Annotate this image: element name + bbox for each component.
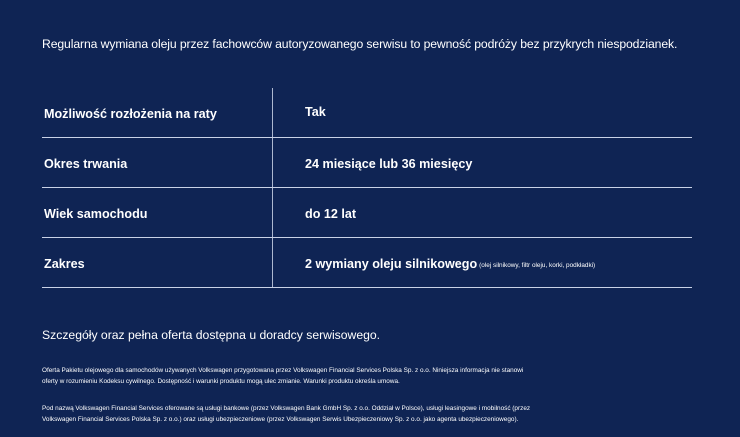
row-value-duration: 24 miesiące lub 36 miesięcy [305, 157, 473, 171]
row-label-car-age: Wiek samochodu [44, 207, 148, 221]
row-value-scope [305, 257, 595, 271]
fine-print-line: Volkswagen Financial Services Polska Sp. z o.o.) oraz usługi ubezpieczeniowe (przez Volkswagen Serwis Ubezpieczeniowy Sp. z o.o. jako agenta ubezpieczeniowego). [42, 415, 519, 423]
row-label-duration: Okres trwania [44, 157, 128, 171]
fine-print-line: Oferta Pakietu olejowego dla samochodów używanych Volkswagen przygotowana przez Volkswagen Financial Services Polska Sp. z o.o. Niniejsza informacja nie stanowi [42, 367, 524, 374]
table-row [42, 138, 692, 188]
fine-print-line: Pod nazwą Volkswagen Financial Services oferowane są usługi bankowe (przez Volkswagen Bank GmbH Sp. z o.o. Oddział w Polsce), usługi leasingowe i mobilność (przez [42, 405, 531, 412]
row-value-car-age: do 12 lat [305, 207, 357, 221]
fine-print-offer [42, 366, 702, 387]
table-row [42, 238, 692, 288]
row-label-scope: Zakres [44, 257, 85, 271]
fine-print-services [42, 404, 702, 425]
row-value-installments: Tak [305, 105, 326, 119]
table-row [42, 188, 692, 238]
offer-table [42, 88, 692, 288]
table-row [42, 88, 692, 138]
row-label-installments: Możliwość rozłożenia na raty [44, 107, 217, 121]
intro-text: Regularna wymiana oleju przez fachowców autoryzowanego serwisu to pewność podróży bez przykrych niespodzianek. [42, 37, 678, 51]
fine-print-line: oferty w rozumieniu Kodeksu cywilnego. Dostępność i warunki produktu mogą ulec zmianie. Warunki produktu określa umowa. [42, 377, 400, 385]
scope-main-text: 2 wymiany oleju silnikowego [305, 257, 478, 271]
details-text: Szczegóły oraz pełna oferta dostępna u doradcy serwisowego. [42, 328, 381, 342]
scope-note: (olej silnikowy, filtr oleju, korki, podkładki) [479, 262, 596, 269]
